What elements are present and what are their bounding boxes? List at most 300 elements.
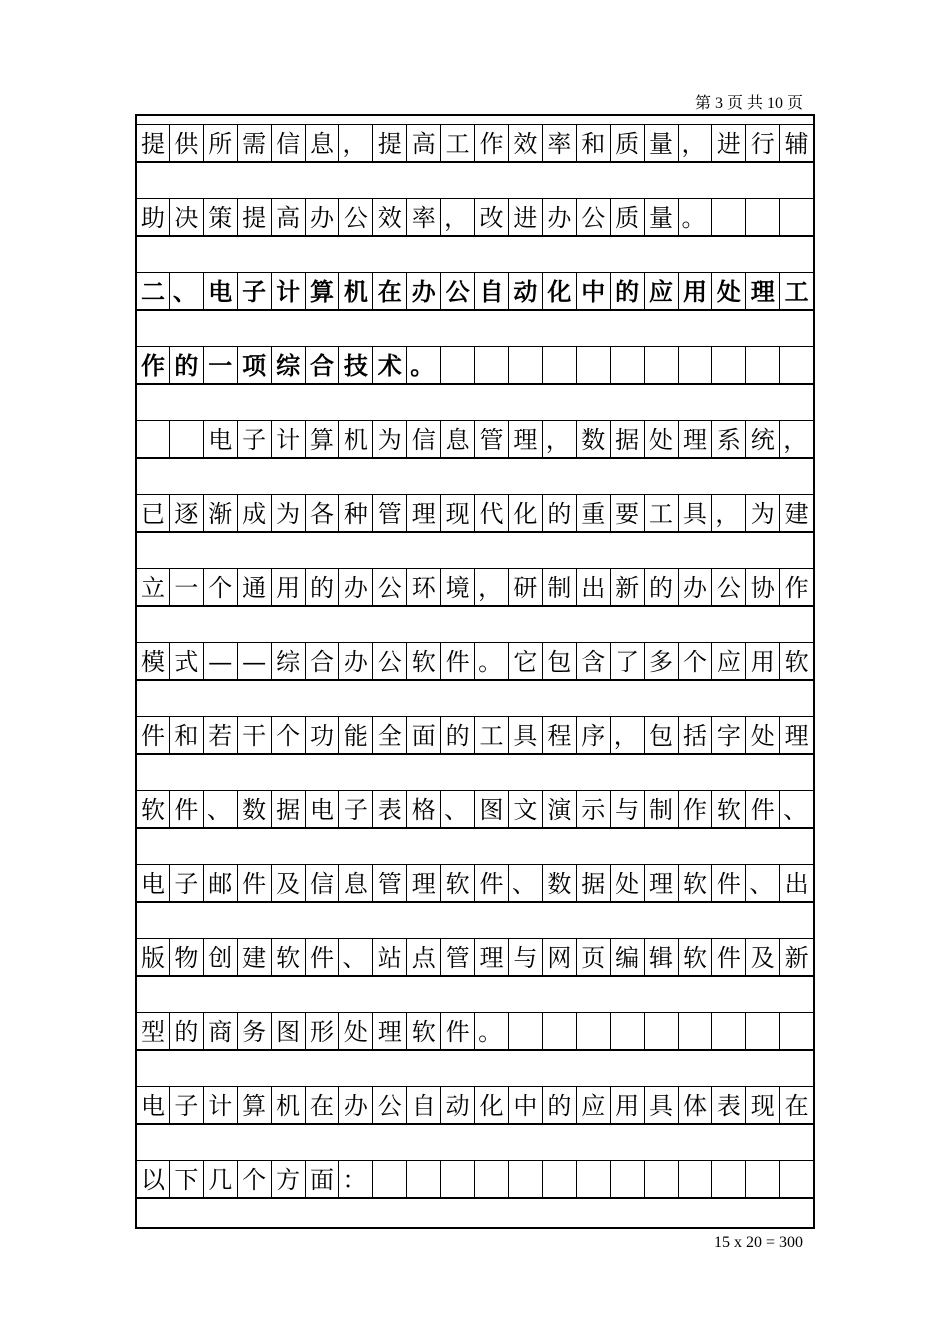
grid-cell: 机 — [338, 421, 372, 459]
grid-cell: 邮 — [203, 865, 237, 903]
grid-cell: 成 — [237, 495, 271, 533]
grid-cell: 和 — [169, 717, 203, 755]
grid-cell — [372, 1161, 406, 1199]
grid-cell: 图 — [271, 1013, 305, 1051]
grid-cell — [474, 347, 508, 385]
grid-cell — [779, 199, 813, 237]
grid-cell: 办 — [338, 1087, 372, 1125]
grid-cell: 立 — [140, 574, 165, 602]
grid-cell — [440, 347, 474, 385]
grid-cell — [576, 1013, 610, 1051]
grid-cell: 的 — [305, 569, 339, 607]
grid-cell: 高 — [271, 199, 305, 237]
grid-cell: 示 — [576, 791, 610, 829]
grid-cell: 合 — [305, 643, 339, 681]
grid-cell: 新 — [779, 939, 813, 977]
grid-cell: — — [203, 643, 237, 681]
line-spacer — [137, 976, 813, 1012]
grid-cell: 公 — [372, 1087, 406, 1125]
grid-cell: 具 — [508, 717, 542, 755]
grid-cell: 公 — [711, 569, 745, 607]
grid-cell: 的 — [169, 1013, 203, 1051]
grid-cell: 型 — [140, 1018, 165, 1046]
grid-cell: 合 — [305, 347, 339, 385]
grid-cell: 若 — [203, 717, 237, 755]
grid-cell: 软 — [678, 865, 712, 903]
grid-cell: 的 — [440, 717, 474, 755]
grid-cell: 信 — [406, 421, 440, 459]
line-spacer — [137, 458, 813, 494]
grid-cell: 理 — [508, 421, 542, 459]
manuscript-line — [137, 790, 813, 828]
grid-cell: 为 — [372, 421, 406, 459]
grid-cell: 用 — [745, 643, 779, 681]
manuscript-line — [137, 124, 813, 162]
line-spacer — [137, 680, 813, 716]
grid-cell — [508, 1161, 542, 1199]
grid-cell: 境 — [440, 569, 474, 607]
grid-cell: 化 — [474, 1087, 508, 1125]
grid-cell: 辑 — [644, 939, 678, 977]
grid-cell: 干 — [237, 717, 271, 755]
grid-cell: 数 — [542, 865, 576, 903]
grid-cell: 商 — [203, 1013, 237, 1051]
grid-cell: 版 — [140, 944, 165, 972]
grid-cell: 含 — [576, 643, 610, 681]
grid-cell: 率 — [406, 199, 440, 237]
manuscript-line — [137, 938, 813, 976]
grid-cell: 所 — [203, 125, 237, 163]
manuscript-line — [137, 1160, 813, 1198]
grid-cell: 应 — [644, 273, 678, 311]
grid-cell: 式 — [169, 643, 203, 681]
grid-cell — [508, 1013, 542, 1051]
grid-cell: 站 — [372, 939, 406, 977]
grid-cell: 数 — [237, 791, 271, 829]
grid-cell: 件 — [711, 865, 745, 903]
grid-cell: 统 — [745, 421, 779, 459]
grid-cell: 全 — [372, 717, 406, 755]
grid-cell: ， — [474, 569, 508, 607]
grid-cell — [711, 347, 745, 385]
grid-cell — [711, 1013, 745, 1051]
grid-cell: 质 — [610, 125, 644, 163]
grid-cell: 它 — [508, 643, 542, 681]
grid-cell: 形 — [305, 1013, 339, 1051]
grid-cell: 决 — [169, 199, 203, 237]
grid-cell: 了 — [610, 643, 644, 681]
grid-cell: 提 — [140, 130, 165, 158]
grid-cell: 理 — [745, 273, 779, 311]
grid-cell: 改 — [474, 199, 508, 237]
manuscript-line — [137, 642, 813, 680]
grid-cell: 件 — [474, 865, 508, 903]
manuscript-line — [137, 198, 813, 236]
grid-cell: 办 — [338, 569, 372, 607]
grid-cell: 能 — [338, 717, 372, 755]
grid-cell: 软 — [440, 865, 474, 903]
grid-cell: 理 — [678, 421, 712, 459]
grid-cell: 理 — [779, 717, 813, 755]
grid-cell: 高 — [406, 125, 440, 163]
line-spacer — [137, 384, 813, 420]
manuscript-line — [137, 346, 813, 384]
grid-cell: 、 — [745, 865, 779, 903]
grid-cell: 公 — [372, 643, 406, 681]
grid-cell: — — [237, 643, 271, 681]
grid-cell: 的 — [610, 273, 644, 311]
grid-cell: 助 — [140, 204, 165, 232]
grid-cell: 效 — [372, 199, 406, 237]
grid-cell: 要 — [610, 495, 644, 533]
grid-cell: 字 — [711, 717, 745, 755]
grid-cell: 用 — [678, 273, 712, 311]
grid-cell: 进 — [711, 125, 745, 163]
grid-cell: 件 — [745, 791, 779, 829]
line-spacer — [137, 1124, 813, 1160]
grid-cell: 方 — [271, 1161, 305, 1199]
grid-cell: 研 — [508, 569, 542, 607]
grid-cell: 面 — [406, 717, 440, 755]
grid-cell — [542, 1161, 576, 1199]
grid-cell: 面 — [305, 1161, 339, 1199]
grid-cell: 子 — [338, 791, 372, 829]
grid-cell: 演 — [542, 791, 576, 829]
manuscript-line — [137, 568, 813, 606]
grid-cell: 子 — [169, 1087, 203, 1125]
grid-cell: 术 — [372, 347, 406, 385]
grid-cell: 处 — [711, 273, 745, 311]
grid-cell — [711, 199, 745, 237]
grid-cell — [610, 1013, 644, 1051]
grid-cell — [440, 1161, 474, 1199]
grid-cell: 件 — [169, 791, 203, 829]
grid-cell — [745, 1013, 779, 1051]
grid-cell: 中 — [576, 273, 610, 311]
grid-cell: 、 — [440, 791, 474, 829]
grid-cell: 综 — [271, 347, 305, 385]
grid-cell: 行 — [745, 125, 779, 163]
grid-cell: 综 — [271, 643, 305, 681]
grid-cell: 多 — [644, 643, 678, 681]
grid-cell: 各 — [305, 495, 339, 533]
grid-cell: 作 — [678, 791, 712, 829]
grid-cell: 建 — [779, 495, 813, 533]
grid-cell: 为 — [271, 495, 305, 533]
page-indicator: 第 3 页 共 10 页 — [694, 95, 803, 112]
grid-cell — [779, 1013, 813, 1051]
manuscript-grid — [135, 114, 815, 1229]
grid-cell: 软 — [406, 1013, 440, 1051]
grid-cell: 提 — [372, 125, 406, 163]
grid-cell — [745, 347, 779, 385]
grid-cell: 质 — [610, 199, 644, 237]
grid-cell: 件 — [237, 865, 271, 903]
grid-cell: 现 — [745, 1087, 779, 1125]
grid-cell: 新 — [610, 569, 644, 607]
grid-cell: 代 — [474, 495, 508, 533]
grid-cell: 工 — [779, 273, 813, 311]
grid-cell: 编 — [610, 939, 644, 977]
line-spacer — [137, 606, 813, 642]
grid-cell: 自 — [474, 273, 508, 311]
grid-cell: 公 — [372, 569, 406, 607]
grid-cell: 据 — [576, 865, 610, 903]
manuscript-line — [137, 272, 813, 310]
grid-cell: 及 — [745, 939, 779, 977]
grid-cell: 子 — [169, 865, 203, 903]
grid-cell: 化 — [508, 495, 542, 533]
grid-cell: 表 — [711, 1087, 745, 1125]
grid-cell: 点 — [406, 939, 440, 977]
grid-cell: 件 — [140, 722, 165, 750]
grid-cell: 网 — [542, 939, 576, 977]
grid-cell: 在 — [372, 273, 406, 311]
grid-cell: 动 — [440, 1087, 474, 1125]
grid-cell: 辅 — [779, 125, 813, 163]
grid-cell: 括 — [678, 717, 712, 755]
grid-cell: ， — [440, 199, 474, 237]
grid-cell: 包 — [542, 643, 576, 681]
grid-cell: 量 — [644, 199, 678, 237]
line-spacer — [137, 532, 813, 568]
grid-cell: 创 — [203, 939, 237, 977]
grid-cell: 办 — [406, 273, 440, 311]
grid-cell: 逐 — [169, 495, 203, 533]
grid-cell: 件 — [440, 643, 474, 681]
grid-cell: 管 — [372, 495, 406, 533]
grid-cell: 公 — [576, 199, 610, 237]
grid-cell: 务 — [237, 1013, 271, 1051]
grid-cell: 动 — [508, 273, 542, 311]
grid-cell: 几 — [203, 1161, 237, 1199]
grid-cell: 功 — [305, 717, 339, 755]
grid-cell: 计 — [203, 1087, 237, 1125]
grid-cell: 算 — [237, 1087, 271, 1125]
grid-cell: 机 — [271, 1087, 305, 1125]
grid-cell: 机 — [338, 273, 372, 311]
grid-cell: 管 — [440, 939, 474, 977]
grid-cell: 公 — [440, 273, 474, 311]
grid-cell: 工 — [474, 717, 508, 755]
grid-cell — [406, 1161, 440, 1199]
grid-cell — [137, 421, 169, 459]
grid-cell: 计 — [271, 421, 305, 459]
grid-cell — [576, 1161, 610, 1199]
grid-cell — [610, 347, 644, 385]
grid-cell — [779, 1161, 813, 1199]
grid-cell — [644, 347, 678, 385]
grid-cell: 个 — [237, 1161, 271, 1199]
grid-cell: ： — [338, 1161, 372, 1199]
grid-cell: 息 — [338, 865, 372, 903]
grid-cell: 作 — [474, 125, 508, 163]
grid-cell: 包 — [644, 717, 678, 755]
grid-cell: 策 — [203, 199, 237, 237]
line-spacer — [137, 754, 813, 790]
grid-cell: 模 — [140, 648, 165, 676]
grid-cell — [745, 1161, 779, 1199]
line-spacer — [137, 310, 813, 346]
grid-cell: 建 — [237, 939, 271, 977]
grid-cell: 软 — [271, 939, 305, 977]
grid-cell: 具 — [644, 1087, 678, 1125]
grid-cell: 进 — [508, 199, 542, 237]
grid-cell: 在 — [305, 1087, 339, 1125]
grid-cell: 件 — [711, 939, 745, 977]
grid-cell: ， — [542, 421, 576, 459]
grid-cell: 一 — [203, 347, 237, 385]
grid-cell: 办 — [338, 643, 372, 681]
grid-cell — [576, 347, 610, 385]
manuscript-line — [137, 420, 813, 458]
grid-cell: 的 — [169, 347, 203, 385]
line-spacer — [137, 902, 813, 938]
grid-cell: 需 — [237, 125, 271, 163]
grid-cell: 工 — [644, 495, 678, 533]
grid-cell: 下 — [169, 1161, 203, 1199]
grid-cell: 、 — [779, 791, 813, 829]
grid-cell: 表 — [372, 791, 406, 829]
grid-cell: 出 — [779, 865, 813, 903]
grid-cell: 处 — [610, 865, 644, 903]
grid-cell: 公 — [338, 199, 372, 237]
grid-cell: ， — [610, 717, 644, 755]
manuscript-line — [137, 1012, 813, 1050]
grid-cell: 制 — [644, 791, 678, 829]
grid-cell: 图 — [474, 791, 508, 829]
grid-cell: 已 — [140, 500, 165, 528]
grid-cell: 个 — [203, 569, 237, 607]
grid-cell: 。 — [474, 1013, 508, 1051]
grid-cell: 与 — [610, 791, 644, 829]
grid-cell: 子 — [237, 273, 271, 311]
grid-cell: 办 — [542, 199, 576, 237]
line-spacer — [137, 162, 813, 198]
manuscript-line — [137, 494, 813, 532]
grid-cell: 项 — [237, 347, 271, 385]
grid-count-footer: 15 x 20 = 300 — [713, 1234, 803, 1251]
grid-cell: 作 — [140, 351, 165, 380]
grid-cell: 具 — [678, 495, 712, 533]
grid-cell: 用 — [271, 569, 305, 607]
grid-cell: 技 — [338, 347, 372, 385]
line-spacer — [137, 1050, 813, 1086]
grid-cell: 。 — [474, 643, 508, 681]
grid-cell: 件 — [305, 939, 339, 977]
grid-cell — [169, 421, 203, 459]
grid-cell: 工 — [440, 125, 474, 163]
grid-cell: 化 — [542, 273, 576, 311]
grid-cell: ， — [678, 125, 712, 163]
grid-cell: 理 — [644, 865, 678, 903]
grid-cell: 渐 — [203, 495, 237, 533]
grid-cell: 供 — [169, 125, 203, 163]
grid-cell: 与 — [508, 939, 542, 977]
grid-cell — [678, 347, 712, 385]
manuscript-line — [137, 864, 813, 902]
grid-cell: 管 — [372, 865, 406, 903]
grid-cell: 作 — [779, 569, 813, 607]
grid-cell: 协 — [745, 569, 779, 607]
grid-cell — [610, 1161, 644, 1199]
grid-cell: 系 — [711, 421, 745, 459]
grid-cell: 处 — [644, 421, 678, 459]
grid-cell: 算 — [305, 273, 339, 311]
grid-cell: 、 — [508, 865, 542, 903]
grid-cell — [678, 1013, 712, 1051]
grid-cell: 息 — [440, 421, 474, 459]
line-spacer — [137, 236, 813, 272]
grid-cell: 、 — [338, 939, 372, 977]
grid-cell: 数 — [576, 421, 610, 459]
grid-cell: 的 — [542, 495, 576, 533]
grid-cell: 电 — [305, 791, 339, 829]
grid-cell: 信 — [305, 865, 339, 903]
grid-cell: 办 — [305, 199, 339, 237]
grid-cell: 一 — [169, 569, 203, 607]
grid-cell: 。 — [678, 199, 712, 237]
grid-cell: 体 — [678, 1087, 712, 1125]
grid-cell — [644, 1161, 678, 1199]
grid-cell: 软 — [779, 643, 813, 681]
grid-cell: 的 — [542, 1087, 576, 1125]
grid-cell: 自 — [406, 1087, 440, 1125]
grid-cell: 电 — [140, 1092, 165, 1120]
grid-cell: ， — [338, 125, 372, 163]
grid-cell: 个 — [678, 643, 712, 681]
grid-cell: 以 — [140, 1166, 165, 1194]
grid-cell: 软 — [406, 643, 440, 681]
grid-cell — [508, 347, 542, 385]
grid-cell: 文 — [508, 791, 542, 829]
grid-cell: 息 — [305, 125, 339, 163]
grid-cell: 的 — [644, 569, 678, 607]
grid-cell: 种 — [338, 495, 372, 533]
grid-cell: 制 — [542, 569, 576, 607]
grid-cell — [745, 199, 779, 237]
grid-cell: ， — [711, 495, 745, 533]
grid-cell — [542, 1013, 576, 1051]
grid-cell: 及 — [271, 865, 305, 903]
grid-cell: 理 — [474, 939, 508, 977]
grid-cell: 管 — [474, 421, 508, 459]
grid-cell: 软 — [140, 796, 165, 824]
grid-cell: 电 — [203, 421, 237, 459]
grid-cell: 环 — [406, 569, 440, 607]
grid-cell — [711, 1161, 745, 1199]
grid-cell: 用 — [610, 1087, 644, 1125]
grid-cell: 件 — [440, 1013, 474, 1051]
grid-cell: 处 — [745, 717, 779, 755]
grid-cell: 序 — [576, 717, 610, 755]
grid-cell — [542, 347, 576, 385]
grid-cell: 率 — [542, 125, 576, 163]
grid-cell: 、 — [203, 791, 237, 829]
grid-cell: 重 — [576, 495, 610, 533]
grid-cell: 理 — [372, 1013, 406, 1051]
grid-cell: 现 — [440, 495, 474, 533]
grid-cell: 量 — [644, 125, 678, 163]
grid-cell: 软 — [678, 939, 712, 977]
grid-cell: 和 — [576, 125, 610, 163]
grid-cell — [474, 1161, 508, 1199]
grid-cell: 应 — [576, 1087, 610, 1125]
grid-cell: 通 — [237, 569, 271, 607]
grid-cell: 据 — [271, 791, 305, 829]
grid-cell: ， — [779, 421, 813, 459]
grid-cell: 出 — [576, 569, 610, 607]
